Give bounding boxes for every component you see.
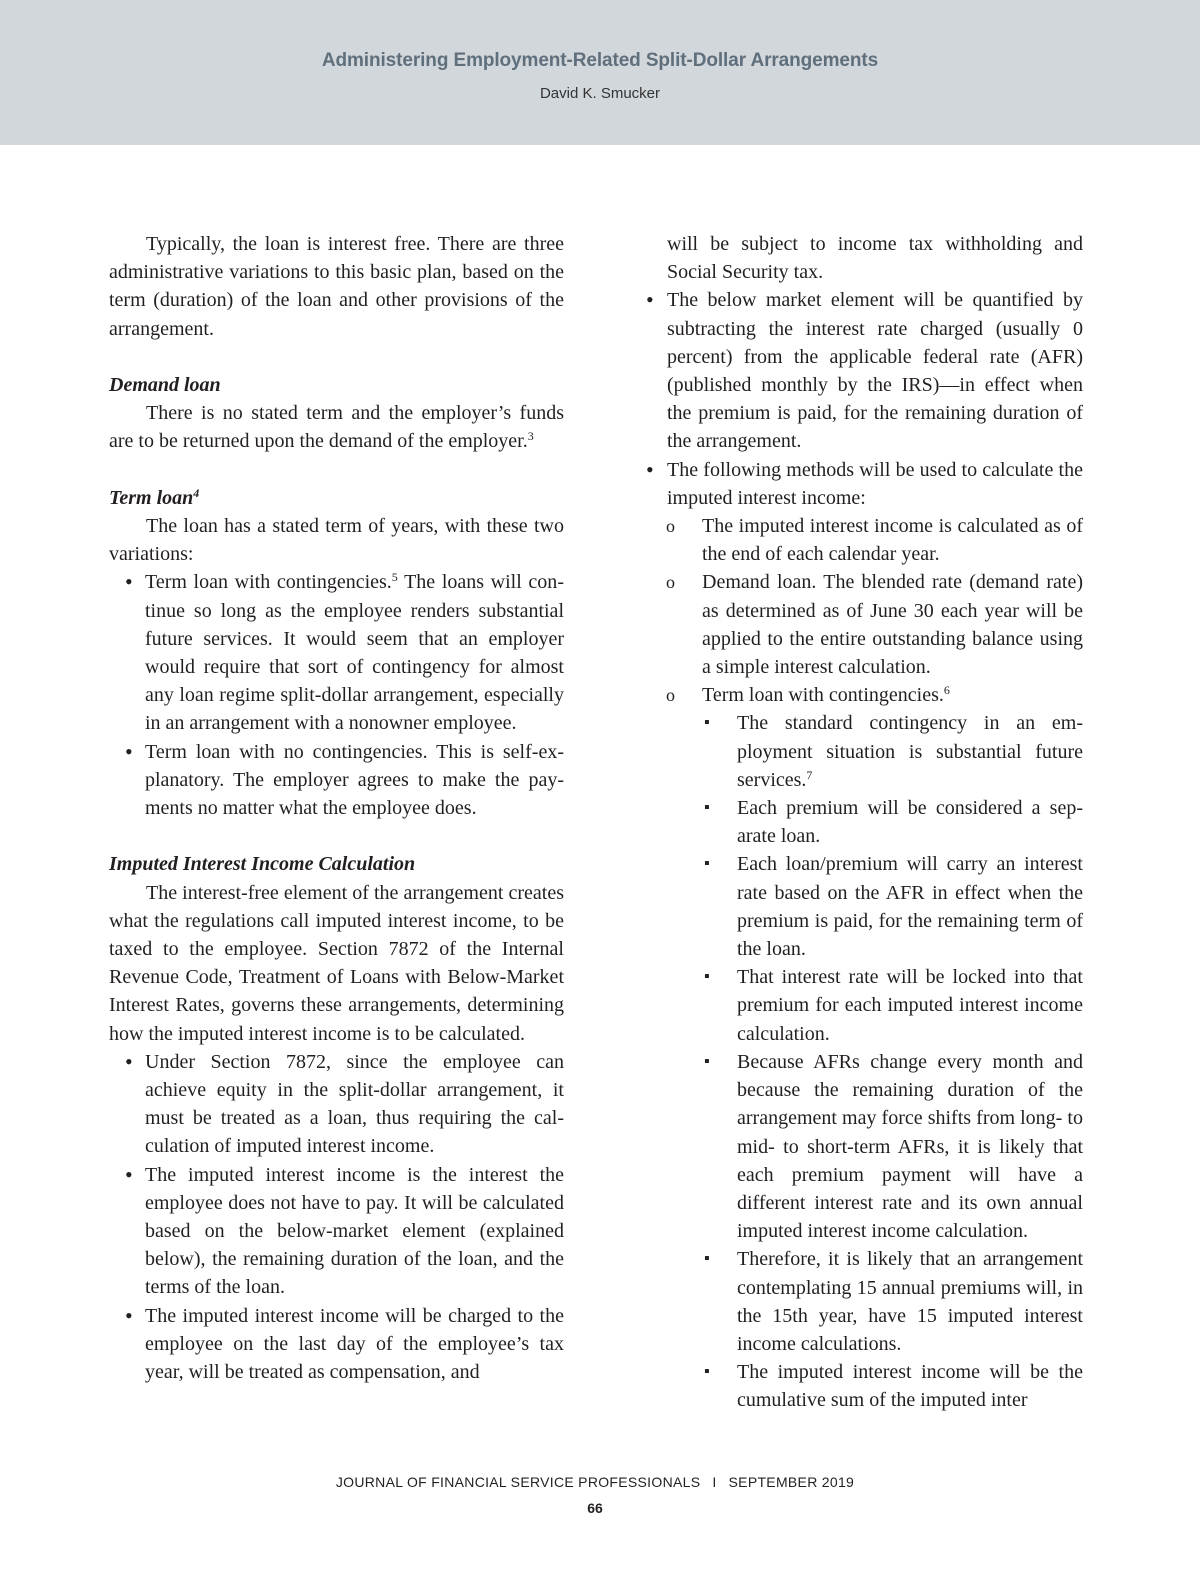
list-item xyxy=(109,1302,564,1387)
list-item-text: That interest rate will be locked into that premium for each imputed interest income calculation. xyxy=(737,966,1083,1045)
list-item-text: The imputed interest income is the interest the employee does not have to pay. It will be calculated based on the below-market element (explained below), the remaining duration of the loan, and the terms of the loan. xyxy=(145,1163,564,1299)
page-footer xyxy=(0,1474,1190,1490)
continued-text: will be subject to income tax withholding and Social Security tax. xyxy=(667,233,1083,284)
list-item-text: The imputed interest income will be the cumulative sum of the imputed inter xyxy=(737,1361,1083,1412)
bullet-marker: • xyxy=(646,287,654,313)
imputed-interest-heading: Imputed Interest Income Calculation xyxy=(109,853,416,876)
list-item xyxy=(702,1048,1083,1245)
footnote-ref: 5 xyxy=(391,570,398,585)
list-item-text: Demand loan. The blended rate (demand rate) as determined as of June 30 each year will be applied to the entire outstanding balance using a simple interest calculation. xyxy=(702,571,1083,679)
right-column xyxy=(646,230,1083,1415)
list-item-text: The imputed interest income is calculated as of the end of each calendar year. xyxy=(702,515,1083,566)
list-item xyxy=(666,568,1083,681)
list-item xyxy=(646,286,1083,455)
list-item-text: The following methods will be used to calculate the imputed interest income: xyxy=(667,458,1083,509)
list-item-text: The loans will continue so long as the employee renders substantial future services. It would seem that an employer would require that sort of contingency for almost any loan regime split-dollar arrangement, especially in an arrangement with a nonowner employee. xyxy=(145,571,564,735)
square-marker: ▪ xyxy=(704,714,710,732)
footnote-ref: 4 xyxy=(193,485,200,500)
circle-marker: o xyxy=(666,516,675,537)
list-item xyxy=(702,1358,1083,1414)
circle-marker: o xyxy=(666,572,675,593)
list-item xyxy=(109,738,564,823)
page-number: 66 xyxy=(587,1500,603,1516)
list-item xyxy=(109,568,564,737)
left-column xyxy=(109,230,564,1386)
list-item xyxy=(646,456,1083,1415)
list-item xyxy=(702,850,1083,963)
bullet-marker: • xyxy=(125,1302,133,1328)
list-item-text: Each loan/premium will carry an interest rate based on the AFR in effect when the premium is paid, for the remaining term of the loan. xyxy=(737,853,1083,961)
list-item-text: Because AFRs change every month and because the remaining duration of the arrangement may force shifts from long- to mid- to short-term AFRs, it is likely that each premium payment will have a different interest rate and its own annual imputed interest income calculation. xyxy=(737,1050,1083,1243)
bullet-marker: • xyxy=(125,569,133,595)
list-item xyxy=(702,1245,1083,1358)
square-marker: ▪ xyxy=(704,855,710,873)
method-list xyxy=(646,286,1083,1414)
list-item-text: The imputed interest income will be charged to the employee on the last day of the employee’s tax year, will be treated as compensation, and xyxy=(145,1304,564,1384)
list-item-text: The below market element will be quantified by subtracting the interest rate charged (usually 0 percent) from the applicable federal rate (AFR) (published monthly by the IRS)—in effect when the premium is paid, for the remaining duration of the arrangement. xyxy=(667,289,1083,453)
article-title: Administering Employment-Related Split-Dollar Arrangements xyxy=(321,50,879,71)
term-loan-paragraph: The loan has a stated term of years, with these two variations: xyxy=(109,515,564,566)
list-item xyxy=(109,1161,564,1302)
square-marker: ▪ xyxy=(704,1363,710,1381)
list-item xyxy=(702,794,1083,850)
issue-date: SEPTEMBER 2019 xyxy=(728,1474,855,1490)
list-item-text: The standard contingency in an employment situation is substantial future services. xyxy=(737,712,1083,791)
list-item xyxy=(666,681,1083,1414)
demand-loan-heading: Demand loan xyxy=(109,374,221,396)
sub-list xyxy=(667,512,1083,1415)
square-marker: ▪ xyxy=(704,799,710,817)
bullet-marker: • xyxy=(125,738,133,764)
list-item-text: Therefore, it is likely that an arrangement contemplating 15 annual premiums will, in the 15th year, have 15 imputed interest income calculations. xyxy=(737,1248,1083,1355)
list-item xyxy=(702,709,1083,794)
bullet-marker: • xyxy=(125,1161,133,1187)
list-item-text: Term loan with contingencies. xyxy=(702,684,944,707)
list-item-text: Under Section 7872, since the employee can achieve equity in the split-dollar arrangement, it must be treated as a loan, thus requiring the calculation of imputed interest income. xyxy=(145,1050,564,1158)
square-marker: ▪ xyxy=(704,1250,710,1268)
square-marker: ▪ xyxy=(704,1052,710,1070)
footnote-ref: 3 xyxy=(527,429,534,444)
page-header xyxy=(0,0,1200,145)
bullet-marker: • xyxy=(125,1048,133,1074)
term-loan-heading xyxy=(109,484,564,512)
square-marker: ▪ xyxy=(704,968,710,986)
demand-loan-text: There is no stated term and the employer’s funds are to be returned upon the demand of the employer. xyxy=(109,402,564,453)
footnote-ref: 6 xyxy=(943,683,950,698)
journal-name: JOURNAL OF FINANCIAL SERVICE PROFESSIONALS xyxy=(335,1474,701,1490)
circle-marker: o xyxy=(666,685,675,706)
term-loan-list xyxy=(109,568,564,822)
article-author: David K. Smucker xyxy=(539,85,661,102)
imputed-interest-list xyxy=(109,1048,564,1386)
footer-separator: I xyxy=(712,1474,717,1490)
imputed-interest-paragraph: The interest-free element of the arrangement creates what the regulations call imputed interest income, to be taxed to the employee. Section 7872 of the Internal Revenue Code, Treatment of Loans with Below-Market Interest Rates, governs these arrangements, determining how the imputed interest income is to be calculated. xyxy=(109,881,564,1045)
sub-sub-list xyxy=(702,709,1083,1414)
intro-paragraph: Typically, the loan is interest free. There are three administrative variations to this basic plan, based on the term (duration) of the loan and other provisions of the arrangement. xyxy=(109,233,564,340)
list-item xyxy=(702,963,1083,1048)
list-item-text: Term loan with contingencies. xyxy=(145,571,392,594)
list-item-text: Each premium will be considered a separate loan. xyxy=(737,797,1083,848)
footnote-ref: 7 xyxy=(806,767,813,782)
term-loan-heading-text: Term loan xyxy=(109,486,194,509)
list-item-text: Term loan with no contingencies. This is self-explanatory. The employer agrees to make the payments no matter what the employee does. xyxy=(145,740,564,820)
demand-loan-paragraph xyxy=(109,399,564,455)
list-item xyxy=(666,512,1083,568)
bullet-marker: • xyxy=(646,456,654,482)
list-item xyxy=(109,1048,564,1161)
